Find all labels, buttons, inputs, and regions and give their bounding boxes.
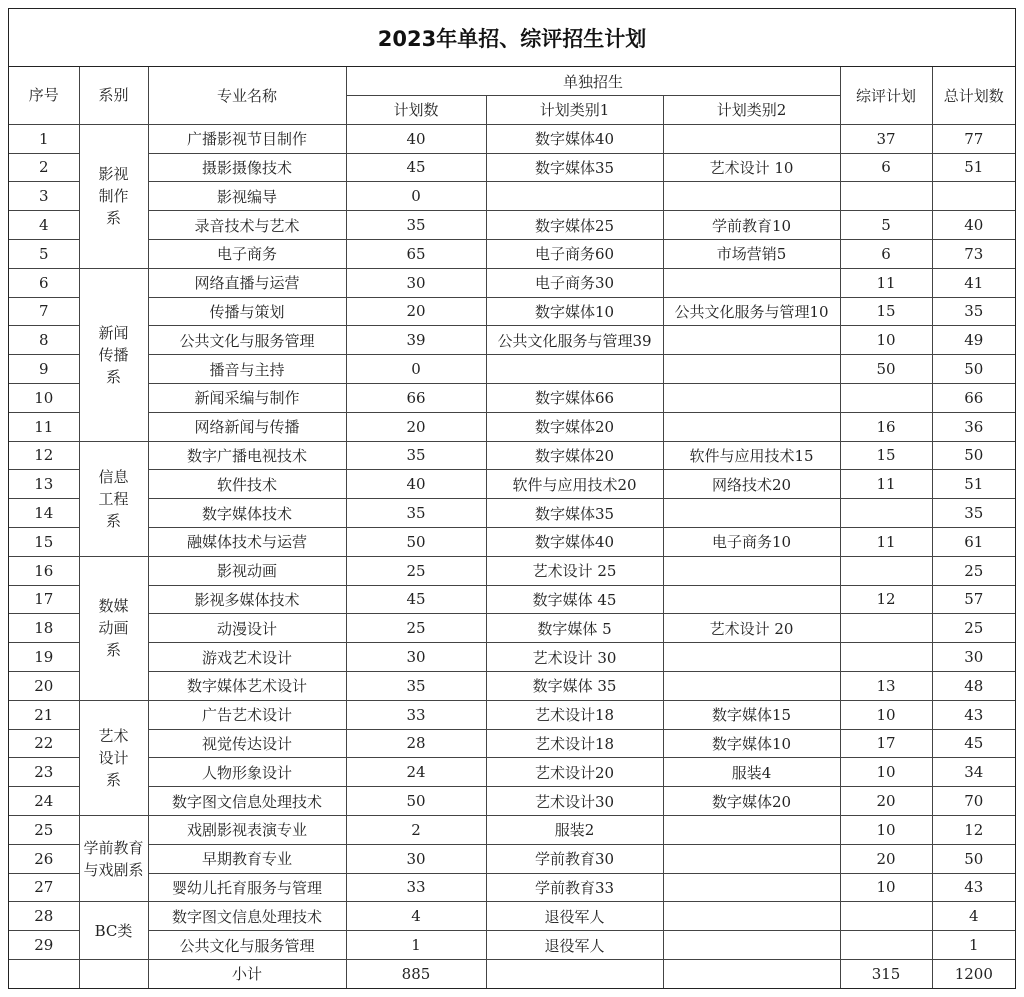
comprehensive-cell bbox=[840, 614, 932, 643]
total-cell: 25 bbox=[932, 614, 1015, 643]
plan-count-cell: 50 bbox=[346, 527, 486, 556]
category2-cell: 艺术设计 20 bbox=[663, 614, 840, 643]
table-row bbox=[9, 614, 1015, 643]
category1-cell: 数字媒体35 bbox=[486, 499, 663, 528]
major-cell: 数字媒体艺术设计 bbox=[148, 671, 346, 700]
major-cell: 网络直播与运营 bbox=[148, 268, 346, 297]
comprehensive-cell: 10 bbox=[840, 815, 932, 844]
table-row bbox=[9, 815, 1015, 844]
total-cell: 48 bbox=[932, 671, 1015, 700]
major-cell: 影视动画 bbox=[148, 556, 346, 585]
category2-cell bbox=[663, 643, 840, 672]
plan-table bbox=[9, 67, 1015, 988]
major-cell: 数字媒体技术 bbox=[148, 499, 346, 528]
plan-count-cell: 30 bbox=[346, 268, 486, 297]
major-cell: 影视多媒体技术 bbox=[148, 585, 346, 614]
comprehensive-cell: 10 bbox=[840, 700, 932, 729]
subtotal-blank-seq bbox=[9, 959, 79, 987]
category2-cell: 数字媒体15 bbox=[663, 700, 840, 729]
admission-plan-sheet bbox=[8, 8, 1016, 989]
category2-cell: 艺术设计 10 bbox=[663, 153, 840, 182]
table-row bbox=[9, 585, 1015, 614]
seq-cell: 16 bbox=[9, 556, 79, 585]
major-cell: 广播影视节目制作 bbox=[148, 124, 346, 153]
category1-cell: 学前教育33 bbox=[486, 873, 663, 902]
total-cell: 66 bbox=[932, 383, 1015, 412]
category2-cell: 电子商务10 bbox=[663, 527, 840, 556]
plan-count-cell: 35 bbox=[346, 211, 486, 240]
seq-cell: 1 bbox=[9, 124, 79, 153]
plan-count-cell: 45 bbox=[346, 153, 486, 182]
category2-cell bbox=[663, 671, 840, 700]
table-row bbox=[9, 556, 1015, 585]
subtotal-comprehensive: 315 bbox=[840, 959, 932, 987]
category2-cell: 服装4 bbox=[663, 758, 840, 787]
category2-cell bbox=[663, 902, 840, 931]
category1-cell: 艺术设计 25 bbox=[486, 556, 663, 585]
comprehensive-cell bbox=[840, 643, 932, 672]
category1-cell: 艺术设计 30 bbox=[486, 643, 663, 672]
table-row bbox=[9, 700, 1015, 729]
category2-cell: 数字媒体20 bbox=[663, 787, 840, 816]
plan-count-cell: 20 bbox=[346, 297, 486, 326]
table-row bbox=[9, 268, 1015, 297]
category1-cell: 艺术设计18 bbox=[486, 729, 663, 758]
category1-cell bbox=[486, 182, 663, 211]
total-cell: 30 bbox=[932, 643, 1015, 672]
header-plan-count: 计划数 bbox=[346, 96, 486, 125]
category2-cell bbox=[663, 585, 840, 614]
seq-cell: 26 bbox=[9, 844, 79, 873]
comprehensive-cell: 20 bbox=[840, 787, 932, 816]
plan-count-cell: 28 bbox=[346, 729, 486, 758]
category2-cell bbox=[663, 844, 840, 873]
comprehensive-cell: 50 bbox=[840, 355, 932, 384]
comprehensive-cell: 20 bbox=[840, 844, 932, 873]
department-cell: 学前教育与戏剧系 bbox=[79, 815, 148, 901]
plan-count-cell: 45 bbox=[346, 585, 486, 614]
total-cell: 25 bbox=[932, 556, 1015, 585]
category2-cell: 软件与应用技术15 bbox=[663, 441, 840, 470]
table-row bbox=[9, 873, 1015, 902]
major-cell: 动漫设计 bbox=[148, 614, 346, 643]
total-cell: 43 bbox=[932, 700, 1015, 729]
comprehensive-cell bbox=[840, 902, 932, 931]
department-cell: 信息工程系 bbox=[79, 441, 148, 556]
total-cell: 50 bbox=[932, 441, 1015, 470]
total-cell: 43 bbox=[932, 873, 1015, 902]
seq-cell: 19 bbox=[9, 643, 79, 672]
table-row bbox=[9, 499, 1015, 528]
major-cell: 人物形象设计 bbox=[148, 758, 346, 787]
plan-count-cell: 33 bbox=[346, 873, 486, 902]
total-cell: 45 bbox=[932, 729, 1015, 758]
category2-cell bbox=[663, 873, 840, 902]
total-cell: 61 bbox=[932, 527, 1015, 556]
subtotal-row bbox=[9, 959, 1015, 987]
seq-cell: 3 bbox=[9, 182, 79, 211]
total-cell: 36 bbox=[932, 412, 1015, 441]
total-cell: 50 bbox=[932, 355, 1015, 384]
seq-cell: 17 bbox=[9, 585, 79, 614]
comprehensive-cell bbox=[840, 556, 932, 585]
category2-cell bbox=[663, 182, 840, 211]
major-cell: 融媒体技术与运营 bbox=[148, 527, 346, 556]
major-cell: 软件技术 bbox=[148, 470, 346, 499]
subtotal-blank-cat2 bbox=[663, 959, 840, 987]
comprehensive-cell: 10 bbox=[840, 326, 932, 355]
plan-count-cell: 30 bbox=[346, 643, 486, 672]
comprehensive-cell: 17 bbox=[840, 729, 932, 758]
seq-cell: 27 bbox=[9, 873, 79, 902]
table-row bbox=[9, 153, 1015, 182]
comprehensive-cell: 12 bbox=[840, 585, 932, 614]
header-comprehensive: 综评计划 bbox=[840, 67, 932, 124]
category1-cell: 数字媒体 5 bbox=[486, 614, 663, 643]
category2-cell: 数字媒体10 bbox=[663, 729, 840, 758]
subtotal-label: 小计 bbox=[148, 959, 346, 987]
table-row bbox=[9, 729, 1015, 758]
category2-cell: 学前教育10 bbox=[663, 211, 840, 240]
plan-count-cell: 1 bbox=[346, 931, 486, 960]
department-cell: BC类 bbox=[79, 902, 148, 960]
category1-cell: 软件与应用技术20 bbox=[486, 470, 663, 499]
seq-cell: 14 bbox=[9, 499, 79, 528]
table-row bbox=[9, 211, 1015, 240]
total-cell: 35 bbox=[932, 297, 1015, 326]
table-row bbox=[9, 787, 1015, 816]
total-cell: 73 bbox=[932, 239, 1015, 268]
table-row bbox=[9, 844, 1015, 873]
comprehensive-cell: 15 bbox=[840, 297, 932, 326]
seq-cell: 28 bbox=[9, 902, 79, 931]
comprehensive-cell bbox=[840, 931, 932, 960]
major-cell: 数字图文信息处理技术 bbox=[148, 902, 346, 931]
comprehensive-cell: 6 bbox=[840, 239, 932, 268]
seq-cell: 4 bbox=[9, 211, 79, 240]
header-total: 总计划数 bbox=[932, 67, 1015, 124]
category1-cell: 退役军人 bbox=[486, 902, 663, 931]
category1-cell: 服装2 bbox=[486, 815, 663, 844]
plan-count-cell: 50 bbox=[346, 787, 486, 816]
comprehensive-cell: 10 bbox=[840, 873, 932, 902]
table-row bbox=[9, 124, 1015, 153]
category1-cell: 数字媒体66 bbox=[486, 383, 663, 412]
seq-cell: 11 bbox=[9, 412, 79, 441]
plan-count-cell: 35 bbox=[346, 671, 486, 700]
seq-cell: 22 bbox=[9, 729, 79, 758]
department-cell: 数媒动画系 bbox=[79, 556, 148, 700]
table-row bbox=[9, 326, 1015, 355]
plan-count-cell: 30 bbox=[346, 844, 486, 873]
plan-count-cell: 0 bbox=[346, 182, 486, 211]
category2-cell bbox=[663, 499, 840, 528]
category2-cell bbox=[663, 383, 840, 412]
total-cell: 51 bbox=[932, 470, 1015, 499]
subtotal-plan-count: 885 bbox=[346, 959, 486, 987]
seq-cell: 5 bbox=[9, 239, 79, 268]
seq-cell: 13 bbox=[9, 470, 79, 499]
major-cell: 摄影摄像技术 bbox=[148, 153, 346, 182]
seq-cell: 21 bbox=[9, 700, 79, 729]
category1-cell: 退役军人 bbox=[486, 931, 663, 960]
seq-cell: 20 bbox=[9, 671, 79, 700]
category1-cell: 数字媒体 35 bbox=[486, 671, 663, 700]
major-cell: 视觉传达设计 bbox=[148, 729, 346, 758]
category2-cell bbox=[663, 268, 840, 297]
table-row bbox=[9, 527, 1015, 556]
seq-cell: 10 bbox=[9, 383, 79, 412]
plan-count-cell: 25 bbox=[346, 556, 486, 585]
category1-cell: 数字媒体20 bbox=[486, 441, 663, 470]
major-cell: 公共文化与服务管理 bbox=[148, 326, 346, 355]
table-row bbox=[9, 182, 1015, 211]
category2-cell bbox=[663, 556, 840, 585]
plan-count-cell: 35 bbox=[346, 441, 486, 470]
total-cell: 51 bbox=[932, 153, 1015, 182]
category1-cell: 艺术设计30 bbox=[486, 787, 663, 816]
major-cell: 播音与主持 bbox=[148, 355, 346, 384]
seq-cell: 8 bbox=[9, 326, 79, 355]
major-cell: 传播与策划 bbox=[148, 297, 346, 326]
total-cell: 77 bbox=[932, 124, 1015, 153]
major-cell: 广告艺术设计 bbox=[148, 700, 346, 729]
header-category1: 计划类别1 bbox=[486, 96, 663, 125]
header-row-1 bbox=[9, 67, 1015, 96]
comprehensive-cell: 15 bbox=[840, 441, 932, 470]
category2-cell bbox=[663, 355, 840, 384]
total-cell: 34 bbox=[932, 758, 1015, 787]
seq-cell: 15 bbox=[9, 527, 79, 556]
comprehensive-cell bbox=[840, 182, 932, 211]
category1-cell: 艺术设计18 bbox=[486, 700, 663, 729]
subtotal-blank-dept bbox=[79, 959, 148, 987]
category1-cell: 数字媒体40 bbox=[486, 527, 663, 556]
total-cell: 49 bbox=[932, 326, 1015, 355]
major-cell: 录音技术与艺术 bbox=[148, 211, 346, 240]
plan-count-cell: 35 bbox=[346, 499, 486, 528]
table-row bbox=[9, 239, 1015, 268]
header-major: 专业名称 bbox=[148, 67, 346, 124]
total-cell: 57 bbox=[932, 585, 1015, 614]
category1-cell: 数字媒体10 bbox=[486, 297, 663, 326]
plan-count-cell: 65 bbox=[346, 239, 486, 268]
category2-cell bbox=[663, 124, 840, 153]
table-row bbox=[9, 383, 1015, 412]
header-category2: 计划类别2 bbox=[663, 96, 840, 125]
major-cell: 婴幼儿托育服务与管理 bbox=[148, 873, 346, 902]
table-row bbox=[9, 470, 1015, 499]
seq-cell: 23 bbox=[9, 758, 79, 787]
plan-count-cell: 0 bbox=[346, 355, 486, 384]
table-row bbox=[9, 902, 1015, 931]
comprehensive-cell: 37 bbox=[840, 124, 932, 153]
major-cell: 公共文化与服务管理 bbox=[148, 931, 346, 960]
category1-cell: 公共文化服务与管理39 bbox=[486, 326, 663, 355]
category1-cell: 数字媒体40 bbox=[486, 124, 663, 153]
category2-cell bbox=[663, 931, 840, 960]
comprehensive-cell bbox=[840, 383, 932, 412]
total-cell: 40 bbox=[932, 211, 1015, 240]
category1-cell: 学前教育30 bbox=[486, 844, 663, 873]
seq-cell: 29 bbox=[9, 931, 79, 960]
major-cell: 戏剧影视表演专业 bbox=[148, 815, 346, 844]
major-cell: 网络新闻与传播 bbox=[148, 412, 346, 441]
comprehensive-cell: 6 bbox=[840, 153, 932, 182]
plan-count-cell: 39 bbox=[346, 326, 486, 355]
total-cell: 70 bbox=[932, 787, 1015, 816]
comprehensive-cell bbox=[840, 499, 932, 528]
category2-cell bbox=[663, 326, 840, 355]
department-cell: 艺术设计系 bbox=[79, 700, 148, 815]
major-cell: 电子商务 bbox=[148, 239, 346, 268]
major-cell: 数字广播电视技术 bbox=[148, 441, 346, 470]
header-single-admission: 单独招生 bbox=[346, 67, 840, 96]
table-row bbox=[9, 671, 1015, 700]
category2-cell: 公共文化服务与管理10 bbox=[663, 297, 840, 326]
total-cell: 4 bbox=[932, 902, 1015, 931]
seq-cell: 25 bbox=[9, 815, 79, 844]
category2-cell bbox=[663, 412, 840, 441]
seq-cell: 12 bbox=[9, 441, 79, 470]
total-cell: 12 bbox=[932, 815, 1015, 844]
category2-cell: 网络技术20 bbox=[663, 470, 840, 499]
major-cell: 游戏艺术设计 bbox=[148, 643, 346, 672]
subtotal-total: 1200 bbox=[932, 959, 1015, 987]
sheet-title: 2023年单招、综评招生计划 bbox=[9, 9, 1015, 67]
major-cell: 早期教育专业 bbox=[148, 844, 346, 873]
plan-count-cell: 40 bbox=[346, 124, 486, 153]
table-row bbox=[9, 412, 1015, 441]
major-cell: 新闻采编与制作 bbox=[148, 383, 346, 412]
department-cell: 影视制作系 bbox=[79, 124, 148, 268]
plan-count-cell: 33 bbox=[346, 700, 486, 729]
plan-count-cell: 2 bbox=[346, 815, 486, 844]
comprehensive-cell: 13 bbox=[840, 671, 932, 700]
comprehensive-cell: 11 bbox=[840, 470, 932, 499]
header-seq: 序号 bbox=[9, 67, 79, 124]
category1-cell: 艺术设计20 bbox=[486, 758, 663, 787]
category1-cell: 数字媒体20 bbox=[486, 412, 663, 441]
category2-cell: 市场营销5 bbox=[663, 239, 840, 268]
comprehensive-cell: 10 bbox=[840, 758, 932, 787]
category1-cell bbox=[486, 355, 663, 384]
category1-cell: 数字媒体 45 bbox=[486, 585, 663, 614]
table-row bbox=[9, 643, 1015, 672]
seq-cell: 24 bbox=[9, 787, 79, 816]
plan-count-cell: 25 bbox=[346, 614, 486, 643]
plan-count-cell: 24 bbox=[346, 758, 486, 787]
subtotal-blank-cat1 bbox=[486, 959, 663, 987]
comprehensive-cell: 5 bbox=[840, 211, 932, 240]
category1-cell: 数字媒体25 bbox=[486, 211, 663, 240]
header-dept: 系别 bbox=[79, 67, 148, 124]
department-cell: 新闻传播系 bbox=[79, 268, 148, 441]
seq-cell: 2 bbox=[9, 153, 79, 182]
table-row bbox=[9, 297, 1015, 326]
total-cell: 35 bbox=[932, 499, 1015, 528]
table-row bbox=[9, 355, 1015, 384]
total-cell: 1 bbox=[932, 931, 1015, 960]
seq-cell: 9 bbox=[9, 355, 79, 384]
major-cell: 数字图文信息处理技术 bbox=[148, 787, 346, 816]
plan-count-cell: 66 bbox=[346, 383, 486, 412]
table-row bbox=[9, 441, 1015, 470]
category2-cell bbox=[663, 815, 840, 844]
seq-cell: 7 bbox=[9, 297, 79, 326]
major-cell: 影视编导 bbox=[148, 182, 346, 211]
category1-cell: 电子商务30 bbox=[486, 268, 663, 297]
plan-count-cell: 20 bbox=[346, 412, 486, 441]
seq-cell: 18 bbox=[9, 614, 79, 643]
category1-cell: 电子商务60 bbox=[486, 239, 663, 268]
plan-count-cell: 4 bbox=[346, 902, 486, 931]
table-row bbox=[9, 758, 1015, 787]
seq-cell: 6 bbox=[9, 268, 79, 297]
table-row bbox=[9, 931, 1015, 960]
total-cell bbox=[932, 182, 1015, 211]
total-cell: 50 bbox=[932, 844, 1015, 873]
total-cell: 41 bbox=[932, 268, 1015, 297]
category1-cell: 数字媒体35 bbox=[486, 153, 663, 182]
plan-count-cell: 40 bbox=[346, 470, 486, 499]
comprehensive-cell: 11 bbox=[840, 268, 932, 297]
comprehensive-cell: 11 bbox=[840, 527, 932, 556]
comprehensive-cell: 16 bbox=[840, 412, 932, 441]
